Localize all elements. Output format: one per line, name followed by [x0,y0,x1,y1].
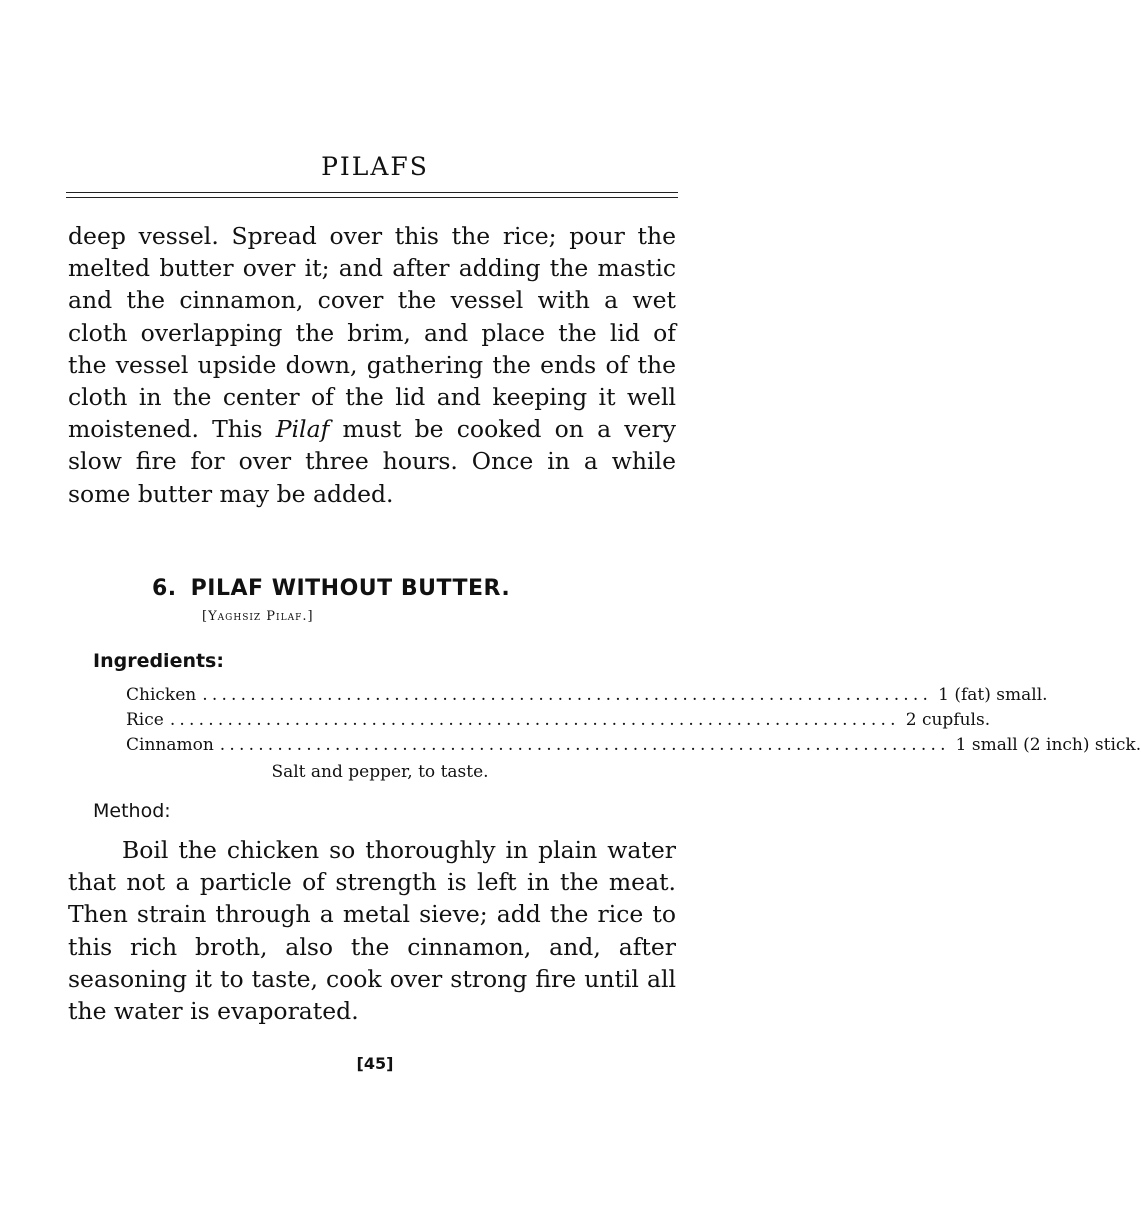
header-rule-bottom [66,197,678,198]
seasoning-line: Salt and pepper, to taste. [271,762,489,782]
ingredient-row [126,733,1141,757]
recipe-title: PILAF WITHOUT BUTTER. [190,576,511,601]
continuation-text-start: deep vessel. Spread over this the rice; pour the melted butter over it; and after adding the mastic and the cinnamon, cover the vessel with a wet cloth overlapping the brim, and place the lid of the vessel upside down, gathering the ends of the cloth in the center of the lid and keeping it well moistened. This [68,222,676,444]
ingredients-label: Ingredients: [93,650,224,672]
header-rule-top [66,192,678,193]
ingredient-qty: 2 cupfuls. [905,710,991,730]
pilaf-italic-word: Pilaf [275,415,330,444]
recipe-heading [152,576,510,601]
leader-dots: ............................................................................ [202,685,933,705]
ingredient-row [126,683,1048,707]
method-paragraph: Boil the chicken so thoroughly in plain water that not a particle of strength is left in the meat. Then strain through a metal sieve; add the rice to this rich broth, also the cinnamon, and, after seasoning it to taste, cook over strong fire until all the water is evaporated. [68,836,676,1026]
ingredient-qty: 1 small (2 inch) stick. [955,735,1141,755]
recipe-subtitle: [Yaghsiz Pilaf.] [202,609,314,624]
leader-dots: ............................................................................ [219,735,950,755]
running-head: PILAFS [321,152,429,181]
ingredient-qty: 1 (fat) small. [938,685,1048,705]
method-label: Method: [93,800,171,822]
continuation-paragraph [68,220,676,510]
continuation-text-end: must be cooked on a very slow fire for over three hours. Once in a while some butter may be added. [68,415,677,508]
page-number: [45] [356,1054,394,1073]
ingredient-name: Cinnamon [126,735,214,755]
ingredient-row [126,708,991,732]
ingredient-name: Rice [126,710,164,730]
ingredient-name: Chicken [126,685,197,705]
leader-dots: ............................................................................ [169,710,900,730]
recipe-number: 6. [152,576,177,601]
